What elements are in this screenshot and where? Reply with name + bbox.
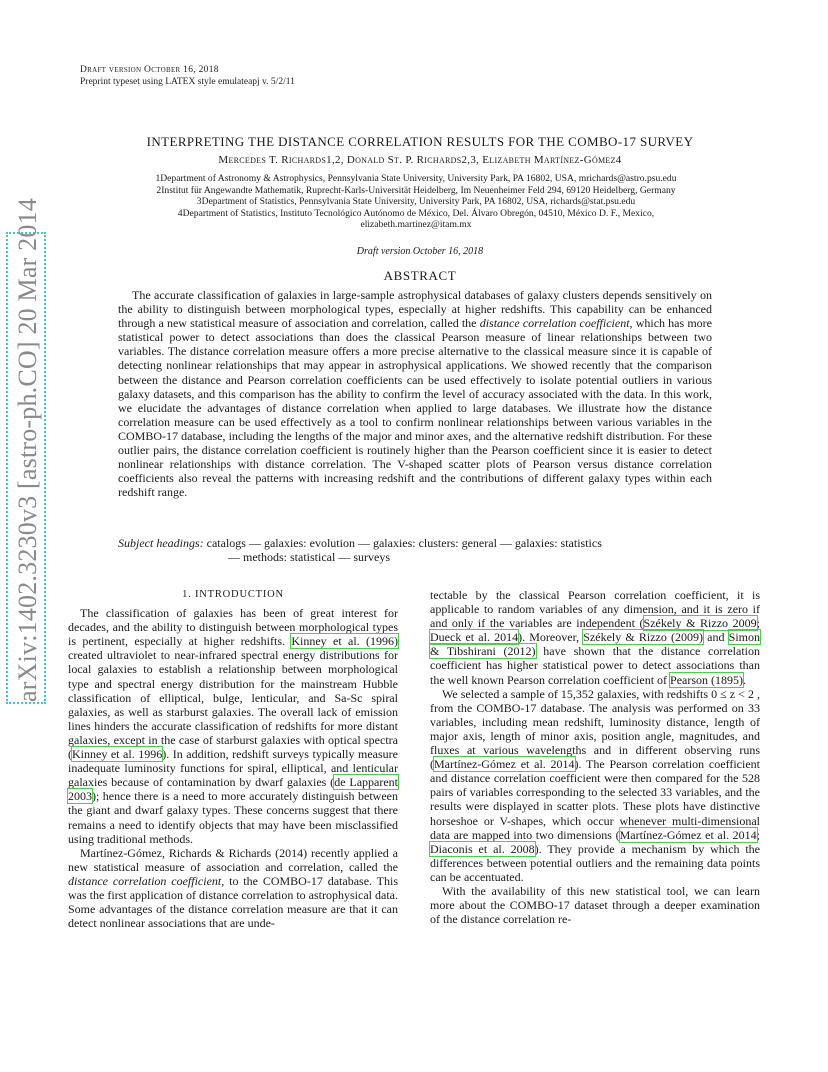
paper-title: INTERPRETING THE DISTANCE CORRELATION RESULTS FOR THE COMBO-17 SURVEY [146,134,694,149]
intro-paragraph-1 [68,606,398,846]
intro-text: Martínez-Gómez, Richards & Richards (2014) recently applied a new statistical measure of association and correlation, called the [68,845,398,874]
author-list: Mercedes T. Richards1,2, Donald St. P. Richards2,3, Elizabeth Martínez-Gómez4 [218,154,622,166]
intro-text: The classification of galaxies has been of great interest for decades, and the ability to distinguish between morphological types is pertinent, especially at higher redshifts. [68,606,398,649]
right-paragraph-2 [430,687,760,884]
affiliations [66,173,766,231]
citation-link[interactable]: Simon & Tibshirani (2012) [430,630,760,659]
affiliation-3: 3Department of Statistics, Pennsylvania State University, University Park, PA 16802, USA, richards@stat.psu.edu [196,196,636,208]
subject-headings-line2: — methods: statistical — surveys [228,550,390,565]
arxiv-stamp[interactable] [6,198,46,704]
body-text: have shown that the distance correlation coefficient has higher statistical power to detect associations than the well known Pearson correlation coefficient of [430,644,760,687]
body-text: We selected a sample of 15,352 galaxies, with redshifts 0 ≤ z < 2 , from the COMBO-17 database. The analysis was performed on 33 variables, including mean redshift, luminosity distance, length of major axis, length of minor axis, position angle, magnitudes, and fluxes at various wavelengths and in different observing runs ( [430,686,760,772]
affiliation-2: 2Institut für Angewandte Mathematik, Ruprecht-Karls-Universität Heidelberg, Im Neuenheimer Feld 294, 69120 Heidelberg, Germany [156,184,676,196]
affiliation-4: 4Department of Statistics, Instituto Tecnológico Autónomo de México, Del. Álvaro Obregón, 04510, México D. F., Mexico, [177,207,655,219]
preprint-header [80,64,295,88]
draft-version: Draft version October 16, 2018 [356,246,484,257]
abstract-text-2: , which has more statistical power to detect associations than does the classical Pearson measure of linear relationships between two variables. The distance correlation measure offers a more precise alternative to the classical measure since it is capable of detecting nonlinear relationships that may appear in astrophysical applications. We showed recently that the comparison between the distance and Pearson correlation coefficients can be used effectively to isolate potential outliers in various galaxy datasets, and this comparison has the ability to confirm the level of accuracy associated with the data. In this work, we elucidate the advantages of distance correlation when applied to large databases. We illustrate how the distance correlation measure can be used effectively as a tool to confirm nonlinear relationships between various variables in the COMBO-17 database, including the lengths of the major and minor axes, and the alternative redshift distribution. For these outlier pairs, the distance correlation coefficient is routinely higher than the Pearson coefficient since it is easier to detect nonlinear relationships with distance correlation. The V-shaped scatter plots of Pearson versus distance correlation coefficients also reveal the patterns with increasing redshift and the contributions of different galaxy types within each redshift range. [118,316,713,500]
section-heading-introduction: 1. INTRODUCTION [182,589,284,600]
intro-paragraph-2 [68,846,398,931]
intro-text: , to the COMBO-17 database. This was the first application of distance correlation to astrophysical data. Some advantages of the distance correlation measure are that it can detect nonlinear associations that are unde- [68,873,398,931]
right-paragraph-3: With the availability of this new statistical tool, we can learn more about the COMBO-17 dataset through a deeper examination of the distance correlation re- [430,883,760,927]
right-paragraph-1 [430,588,760,687]
affiliation-1: 1Department of Astronomy & Astrophysics, Pennsylvania State University, University Park, PA 16802, USA, mrichards@astro.psu.edu [155,173,677,184]
body-text: . [743,672,747,687]
citation-link[interactable]: de Lapparent 2003 [68,775,399,804]
preprint-line: Preprint typeset using LATEX style emulateapj v. 5/2/11 [80,77,295,87]
subject-headings [118,536,712,564]
body-text: ). Moreover, [518,630,584,645]
body-text: ; [756,827,761,842]
abstract-emphasis: distance correlation coefficient [479,316,630,331]
citation-link[interactable]: Kinney et al. (1996) [291,634,398,649]
citation-link[interactable]: Martínez-Gómez et al. 2014 [619,827,757,842]
abstract-body [118,288,712,499]
citation-link[interactable]: Diaconis et al. 2008 [430,841,535,856]
body-text: ; [756,616,760,631]
intro-emphasis: distance correlation coefficient [68,873,222,888]
intro-text: ); hence there is a need to more accurately distinguish between the giant and dwarf galaxy types. These concerns suggest that there remains a need to identify objects that may have been misclassified using traditional methods. [68,789,398,846]
citation-link[interactable]: Dueck et al. 2014 [430,630,519,645]
body-text: tectable by the classical Pearson correlation coefficient, it is applicable to random variables of any dimension, and it is zero if and only if the variables are independent ( [430,588,760,631]
subject-headings-label: Subject headings: [118,536,204,550]
body-text: and [703,630,729,645]
body-text: ). They provide a mechanism by which the differences between potential outliers and the remaining data points can be accentuated. [430,841,760,884]
subject-headings-line1: catalogs — galaxies: evolution — galaxies: clusters: general — galaxies: statistics [203,536,602,550]
abstract-heading: ABSTRACT [383,268,457,283]
right-column [430,588,760,926]
draft-version-line: Draft version October 16, 2018 [80,65,219,75]
abstract-text-1: The accurate classification of galaxies in large-sample astrophysical databases of galaxy clusters depends sensitively on the ability to distinguish between morphological types, especially at higher redshifts. This capability can be enhanced through a new statistical measure of association and correlation, called the [118,288,712,331]
citation-link[interactable]: Székely & Rizzo 2009 [643,616,757,631]
body-text: ). The Pearson correlation coefficient and distance correlation coefficient were then compared for the 528 pairs of variables corresponding to the selected 33 variables, and the results were displayed in scatter plots. These plots have distinctive horseshoe or V-shapes, which occur whenever multi-dimensional data are mapped into two dimensions ( [430,757,761,842]
citation-link[interactable]: Martínez-Gómez et al. 2014 [434,757,575,772]
arxiv-stamp-text[interactable]: arXiv:1402.3230v3 [astro-ph.CO] 20 Mar 2014 [6,232,46,704]
intro-text: created ultraviolet to near-infrared spectral energy distributions for local galaxies to establish a relationship between morphological type and spectral energy distribution for the mainstream Hubble classification of elliptical, bulge, lenticular, and Sa-Sc spiral galaxies, as well as starburst galaxies. The overall lack of emission lines hinders the accurate classification of redshifts for more distant galaxies, except in the case of starburst galaxies with optical spectra ( [68,648,398,762]
left-column [68,588,398,930]
affiliation-4-email: elizabeth.martinez@itam.mx [360,219,472,231]
citation-link[interactable]: Pearson (1895) [670,672,744,687]
citation-link[interactable]: Kinney et al. 1996 [72,747,163,762]
citation-link[interactable]: Székely & Rizzo (2009) [583,630,704,645]
intro-text: ). In addition, redshift surveys typically measure inadequate luminosity functions for spiral, elliptical, and lenticular galaxies because of contamination by dwarf galaxies ( [68,747,398,790]
